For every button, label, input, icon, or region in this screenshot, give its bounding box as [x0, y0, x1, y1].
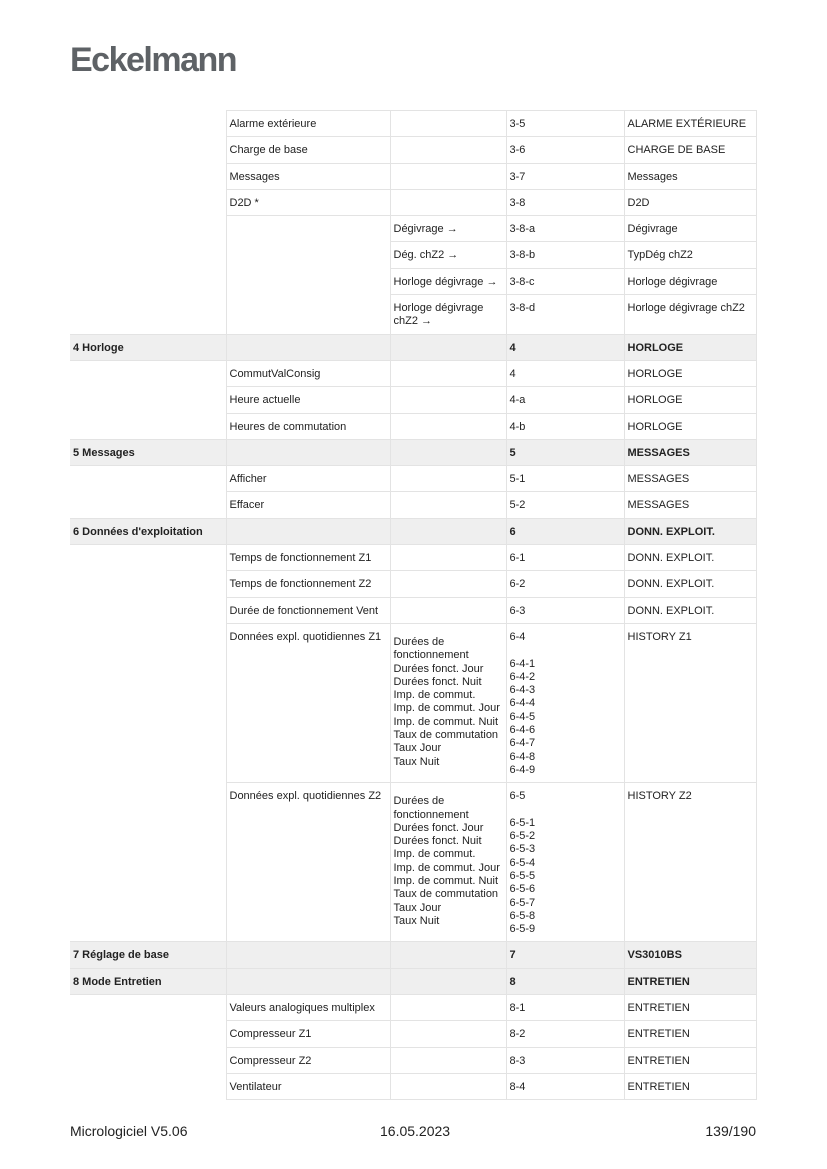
table-row: [70, 995, 756, 1021]
subitem-cell: Dégivrage →: [390, 216, 506, 242]
table-row: [70, 295, 756, 335]
footer-page-number: 139/190: [705, 1123, 756, 1139]
section-title-cell: 7 Réglage de base: [70, 942, 226, 968]
table-row: [70, 1047, 756, 1073]
menu-number-cell: 6-1: [506, 545, 624, 571]
menu-number-cell: 4: [506, 360, 624, 386]
section-title-cell: [70, 623, 226, 782]
menu-number-cell: 6-5 6-5-1 6-5-2 6-5-3 6-5-4 6-5-5 6-5-6 6-5-7 6-5-8 6-5-9: [506, 783, 624, 942]
section-title-cell: [70, 466, 226, 492]
menu-table-body: [70, 111, 756, 1100]
display-text-cell: ENTRETIEN: [624, 1073, 756, 1099]
subitem-cell: Horloge dégivrage chZ2 →: [390, 295, 506, 335]
menu-structure-table: [70, 110, 757, 1100]
submenu-cell: Temps de fonctionnement Z1: [226, 545, 390, 571]
submenu-cell: Données expl. quotidiennes Z1: [226, 623, 390, 782]
menu-number-cell: 5-1: [506, 466, 624, 492]
section-title-cell: [70, 1073, 226, 1099]
submenu-cell: Temps de fonctionnement Z2: [226, 571, 390, 597]
subitem-cell: [390, 1047, 506, 1073]
subitem-cell: [390, 413, 506, 439]
section-title-cell: [70, 189, 226, 215]
submenu-cell: Charge de base: [226, 137, 390, 163]
menu-number-cell: 3-8-c: [506, 268, 624, 294]
menu-number-cell: 3-5: [506, 111, 624, 137]
submenu-cell: Afficher: [226, 466, 390, 492]
menu-number-cell: 6-3: [506, 597, 624, 623]
display-text-cell: MESSAGES: [624, 466, 756, 492]
subitem-cell: [390, 942, 506, 968]
submenu-cell: Ventilateur: [226, 1073, 390, 1099]
menu-number-cell: 3-8: [506, 189, 624, 215]
table-row: [70, 597, 756, 623]
submenu-cell: Durée de fonctionnement Vent: [226, 597, 390, 623]
section-title-cell: [70, 597, 226, 623]
subitem-cell: [390, 111, 506, 137]
table-row: [70, 216, 756, 242]
section-title-cell: [70, 137, 226, 163]
table-row: [70, 189, 756, 215]
submenu-cell: [226, 216, 390, 242]
menu-number-cell: 3-6: [506, 137, 624, 163]
display-text-cell: D2D: [624, 189, 756, 215]
display-text-cell: ALARME EXTÉRIEURE: [624, 111, 756, 137]
menu-number-cell: 4: [506, 334, 624, 360]
submenu-cell: CommutValConsig: [226, 360, 390, 386]
menu-number-cell: 7: [506, 942, 624, 968]
submenu-cell: Compresseur Z2: [226, 1047, 390, 1073]
display-text-cell: MESSAGES: [624, 492, 756, 518]
menu-number-cell: 8-4: [506, 1073, 624, 1099]
subitem-cell: [390, 189, 506, 215]
table-row: [70, 137, 756, 163]
menu-number-cell: 6-2: [506, 571, 624, 597]
table-row: [70, 1021, 756, 1047]
section-title-cell: [70, 1021, 226, 1047]
section-title-cell: [70, 545, 226, 571]
table-row: [70, 623, 756, 782]
display-text-cell: ENTRETIEN: [624, 1047, 756, 1073]
display-text-cell: ENTRETIEN: [624, 968, 756, 994]
display-text-cell: DONN. EXPLOIT.: [624, 571, 756, 597]
display-text-cell: HORLOGE: [624, 360, 756, 386]
table-row: [70, 466, 756, 492]
display-text-cell: HORLOGE: [624, 387, 756, 413]
submenu-cell: [226, 968, 390, 994]
menu-number-cell: 3-8-b: [506, 242, 624, 268]
menu-number-cell: 3-7: [506, 163, 624, 189]
display-text-cell: DONN. EXPLOIT.: [624, 545, 756, 571]
section-row: [70, 968, 756, 994]
display-text-cell: Dégivrage: [624, 216, 756, 242]
table-row: [70, 545, 756, 571]
display-text-cell: MESSAGES: [624, 439, 756, 465]
subitem-cell: [390, 597, 506, 623]
section-title-cell: 8 Mode Entretien: [70, 968, 226, 994]
section-title-cell: [70, 413, 226, 439]
section-title-cell: [70, 268, 226, 294]
section-title-cell: [70, 242, 226, 268]
display-text-cell: ENTRETIEN: [624, 1021, 756, 1047]
menu-number-cell: 4-b: [506, 413, 624, 439]
submenu-cell: Compresseur Z1: [226, 1021, 390, 1047]
subitem-cell: [390, 968, 506, 994]
subitem-cell: [390, 518, 506, 544]
section-row: [70, 334, 756, 360]
subitem-cell: Dég. chZ2 →: [390, 242, 506, 268]
submenu-cell: Heure actuelle: [226, 387, 390, 413]
display-text-cell: HORLOGE: [624, 334, 756, 360]
section-title-cell: [70, 163, 226, 189]
subitem-cell: [390, 545, 506, 571]
display-text-cell: HISTORY Z2: [624, 783, 756, 942]
display-text-cell: VS3010BS: [624, 942, 756, 968]
menu-number-cell: 8-3: [506, 1047, 624, 1073]
subitem-cell: [390, 137, 506, 163]
menu-number-cell: 8-2: [506, 1021, 624, 1047]
submenu-cell: [226, 942, 390, 968]
section-title-cell: 5 Messages: [70, 439, 226, 465]
display-text-cell: CHARGE DE BASE: [624, 137, 756, 163]
menu-number-cell: 6-4 6-4-1 6-4-2 6-4-3 6-4-4 6-4-5 6-4-6 6-4-7 6-4-8 6-4-9: [506, 623, 624, 782]
table-row: [70, 163, 756, 189]
table-row: [70, 413, 756, 439]
section-title-cell: [70, 387, 226, 413]
table-row: [70, 571, 756, 597]
table-row: [70, 242, 756, 268]
subitem-cell: [390, 387, 506, 413]
submenu-cell: Alarme extérieure: [226, 111, 390, 137]
footer-date: 16.05.2023: [380, 1123, 451, 1139]
display-text-cell: Horloge dégivrage: [624, 268, 756, 294]
submenu-cell: Heures de commutation: [226, 413, 390, 439]
display-text-cell: DONN. EXPLOIT.: [624, 597, 756, 623]
submenu-cell: Messages: [226, 163, 390, 189]
menu-number-cell: 4-a: [506, 387, 624, 413]
subitem-cell: [390, 995, 506, 1021]
submenu-cell: Valeurs analogiques multiplex: [226, 995, 390, 1021]
section-row: [70, 942, 756, 968]
display-text-cell: Horloge dégivrage chZ2: [624, 295, 756, 335]
section-title-cell: [70, 216, 226, 242]
section-title-cell: 6 Données d'exploitation: [70, 518, 226, 544]
subitem-cell: [390, 1073, 506, 1099]
submenu-cell: [226, 439, 390, 465]
submenu-cell: Effacer: [226, 492, 390, 518]
subitem-cell: [390, 492, 506, 518]
display-text-cell: HORLOGE: [624, 413, 756, 439]
section-row: [70, 439, 756, 465]
table-row: [70, 111, 756, 137]
section-title-cell: [70, 783, 226, 942]
submenu-cell: [226, 268, 390, 294]
table-row: [70, 783, 756, 942]
submenu-cell: Données expl. quotidiennes Z2: [226, 783, 390, 942]
subitem-cell: [390, 334, 506, 360]
footer-software-version: Micrologiciel V5.06: [70, 1123, 188, 1139]
section-title-cell: [70, 571, 226, 597]
menu-number-cell: 6: [506, 518, 624, 544]
submenu-cell: [226, 334, 390, 360]
display-text-cell: DONN. EXPLOIT.: [624, 518, 756, 544]
table-row: [70, 360, 756, 386]
display-text-cell: HISTORY Z1: [624, 623, 756, 782]
subitem-cell: [390, 466, 506, 492]
menu-number-cell: 3-8-d: [506, 295, 624, 335]
table-row: [70, 1073, 756, 1099]
section-title-cell: 4 Horloge: [70, 334, 226, 360]
subitem-cell: Horloge dégivrage →: [390, 268, 506, 294]
display-text-cell: ENTRETIEN: [624, 995, 756, 1021]
section-title-cell: [70, 111, 226, 137]
menu-number-cell: 8-1: [506, 995, 624, 1021]
display-text-cell: TypDég chZ2: [624, 242, 756, 268]
menu-number-cell: 5: [506, 439, 624, 465]
section-title-cell: [70, 492, 226, 518]
subitem-cell: [390, 571, 506, 597]
menu-number-cell: 8: [506, 968, 624, 994]
submenu-cell: [226, 242, 390, 268]
subitem-cell: [390, 439, 506, 465]
section-row: [70, 518, 756, 544]
table-row: [70, 492, 756, 518]
section-title-cell: [70, 995, 226, 1021]
subitem-cell: Durées de fonctionnement Durées fonct. Jour Durées fonct. Nuit Imp. de commut. Imp. de commut. Jour Imp. de commut. Nuit Taux de commutation Taux Jour Taux Nuit: [390, 783, 506, 942]
section-title-cell: [70, 295, 226, 335]
section-title-cell: [70, 1047, 226, 1073]
section-title-cell: [70, 360, 226, 386]
table-row: [70, 387, 756, 413]
display-text-cell: Messages: [624, 163, 756, 189]
submenu-cell: [226, 295, 390, 335]
subitem-cell: Durées de fonctionnement Durées fonct. Jour Durées fonct. Nuit Imp. de commut. Imp. de commut. Jour Imp. de commut. Nuit Taux de commutation Taux Jour Taux Nuit: [390, 623, 506, 782]
subitem-cell: [390, 163, 506, 189]
menu-number-cell: 3-8-a: [506, 216, 624, 242]
submenu-cell: [226, 518, 390, 544]
subitem-cell: [390, 360, 506, 386]
submenu-cell: D2D *: [226, 189, 390, 215]
subitem-cell: [390, 1021, 506, 1047]
eckelmann-logo: Eckelmann: [70, 41, 237, 79]
table-row: [70, 268, 756, 294]
menu-number-cell: 5-2: [506, 492, 624, 518]
